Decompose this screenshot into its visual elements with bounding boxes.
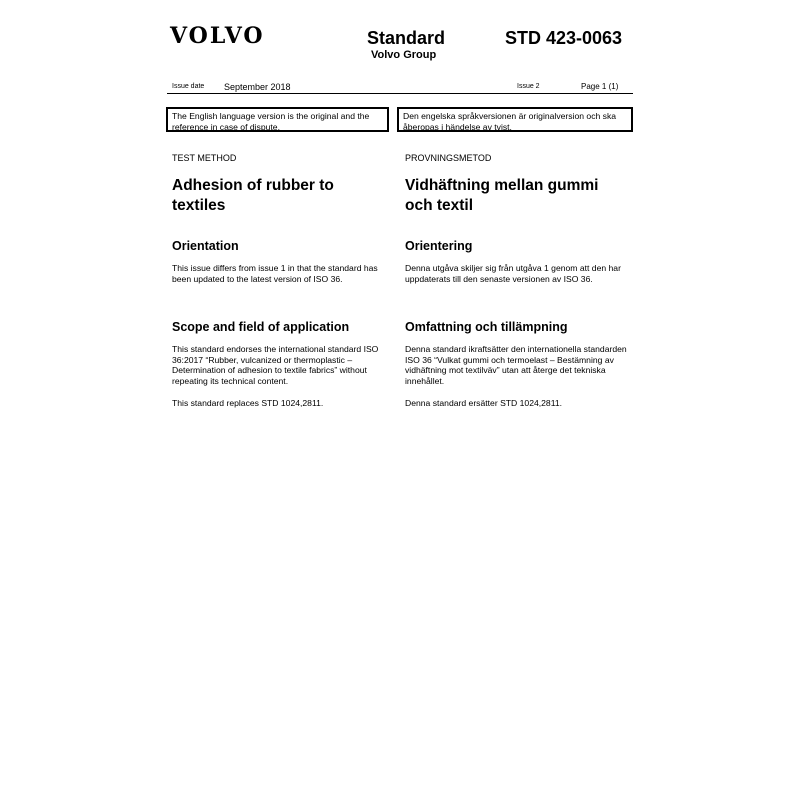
issue-date: September 2018 — [224, 82, 291, 92]
language-notice-swedish: Den engelska språkversionen är originalversion och ska åberopas i händelse av tvist. — [397, 107, 633, 132]
orientation-text-english: This issue differs from issue 1 in that the standard has been updated to the latest version of ISO 36. — [172, 263, 378, 284]
orientation-heading-swedish: Orientering — [405, 239, 473, 253]
category-english: TEST METHOD — [172, 153, 237, 163]
scope-text-english: This standard endorses the international standard ISO 36:2017 “Rubber, vulcanized or thermoplastic – Determination of adhesion to textile fabrics” without repeating its technical content. — [172, 344, 379, 386]
volvo-logo: VOLVO — [170, 23, 265, 49]
title-english: Adhesion of rubber to textiles — [172, 177, 334, 214]
document-number: STD 423-0063 — [505, 28, 623, 48]
header-divider — [167, 93, 633, 94]
organization: Volvo Group — [371, 49, 437, 61]
issue-number: Issue 2 — [517, 83, 540, 90]
scope-heading-english: Scope and field of application — [172, 320, 350, 334]
page-number: Page 1 (1) — [581, 82, 619, 91]
document-type: Standard — [367, 28, 446, 48]
scope-heading-swedish: Omfattning och tillämpning — [405, 320, 568, 334]
scope-text-swedish: Denna standard ikraftsätter den internationella standarden ISO 36 “Vulkat gummi och termoelast – Bestämning av vidhäftning mot textilväv” utan att återge det tekniska innehållet. — [405, 344, 627, 386]
issue-date-label: Issue date — [172, 83, 205, 90]
title-swedish: Vidhäftning mellan gummi och textil — [405, 177, 599, 214]
replaces-text-swedish: Denna standard ersätter STD 1024,2811. — [405, 398, 563, 408]
orientation-heading-english: Orientation — [172, 239, 239, 253]
category-swedish: PROVNINGSMETOD — [405, 153, 492, 163]
replaces-text-english: This standard replaces STD 1024,2811. — [172, 398, 324, 408]
language-notice-english: The English language version is the original and the reference in case of dispute. — [166, 107, 389, 132]
orientation-text-swedish: Denna utgåva skiljer sig från utgåva 1 genom att den har uppdaterats till den senaste versionen av ISO 36. — [405, 263, 621, 284]
issue-row — [172, 81, 632, 93]
